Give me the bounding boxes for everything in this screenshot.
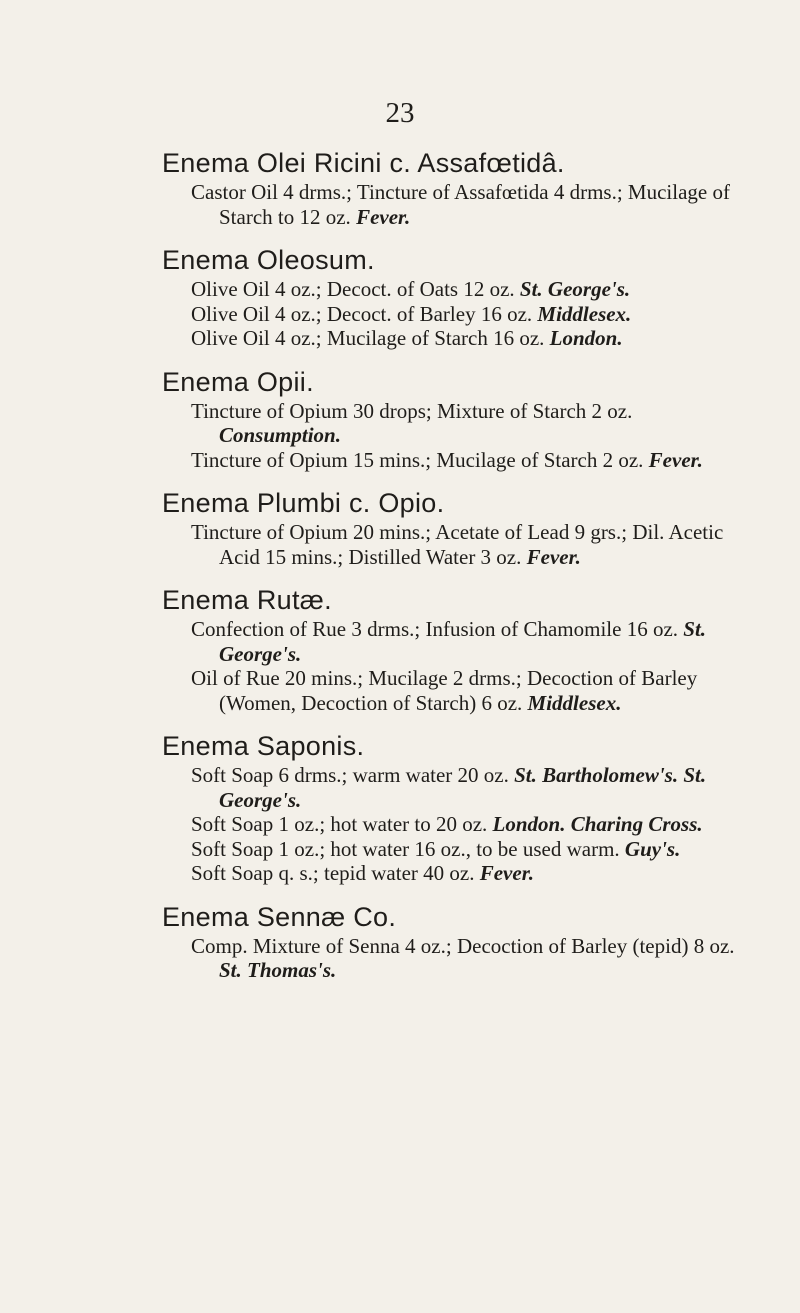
recipe-source: London. [549, 326, 623, 350]
recipe-line [191, 180, 750, 229]
page-content [0, 146, 800, 983]
recipe-line [191, 520, 750, 569]
entry-olei-ricini [0, 146, 800, 229]
recipe-source: St. George's. [519, 277, 631, 301]
recipe-text: Castor Oil 4 drms.; Tincture of Assafœtida 4 drms.; Mucilage of Starch to 12 oz. [191, 180, 730, 229]
recipe-line [191, 763, 750, 812]
recipe-text: Tincture of Opium 20 mins.; Acetate of Lead 9 grs.; Dil. Acetic Acid 15 mins.; Distilled Water 3 oz. [191, 520, 724, 569]
recipe-line [191, 617, 750, 666]
recipe-line [191, 812, 750, 837]
recipe-source: St. George's. [219, 617, 707, 666]
recipe-source: London. Charing Cross. [492, 812, 703, 836]
recipe-source: Fever. [648, 447, 703, 472]
recipe-source: Guy's. [624, 836, 681, 861]
recipe-source: Consumption. [219, 423, 341, 447]
recipe-text: Soft Soap 1 oz.; hot water 16 oz., to be used warm. [191, 836, 620, 861]
entry-oleosum [0, 243, 800, 351]
entry-title: Enema Olei Ricini c. Assafœtidâ. [162, 148, 565, 178]
recipe-line [191, 837, 750, 862]
recipe-source: Fever. [356, 204, 411, 229]
recipe-text: Confection of Rue 3 drms.; Infusion of Chamomile 16 oz. [191, 617, 679, 641]
recipe-text: Soft Soap q. s.; tepid water 40 oz. [191, 861, 475, 885]
recipe-line [191, 448, 750, 473]
recipe-text: Olive Oil 4 oz.; Mucilage of Starch 16 oz. [191, 326, 545, 350]
recipe-text: Oil of Rue 20 mins.; Mucilage 2 drms.; Decoction of Barley (Women, Decoction of Starch) 6 oz. [191, 666, 698, 715]
recipe-source: St. Bartholomew's. St. George's. [219, 763, 707, 812]
page-number: 23 [385, 97, 415, 129]
entry-title: Enema Opii. [162, 366, 314, 397]
recipe-source: Middlesex. [537, 301, 632, 326]
recipe-line [191, 861, 750, 886]
recipe-line [191, 277, 750, 302]
entry-rutae [0, 583, 800, 715]
recipe-text: Olive Oil 4 oz.; Decoct. of Oats 12 oz. [191, 277, 515, 301]
entry-saponis [0, 729, 800, 886]
recipe-text: Soft Soap 6 drms.; warm water 20 oz. [191, 763, 509, 787]
entry-title: Enema Plumbi c. Opio. [162, 488, 445, 518]
recipe-source: Fever. [479, 861, 534, 885]
recipe-source: Middlesex. [527, 690, 622, 715]
recipe-line [191, 934, 750, 983]
recipe-source: Fever. [526, 544, 581, 569]
recipe-text: Comp. Mixture of Senna 4 oz.; Decoction of Barley (tepid) 8 oz. [191, 933, 735, 958]
entry-opii [0, 365, 800, 473]
entry-plumbi-c-opio [0, 486, 800, 569]
entry-title: Enema Rutæ. [162, 585, 332, 615]
recipe-line [191, 666, 750, 715]
entry-sennae-co [0, 900, 800, 983]
recipe-text: Olive Oil 4 oz.; Decoct. of Barley 16 oz. [191, 301, 533, 326]
recipe-text: Tincture of Opium 30 drops; Mixture of Starch 2 oz. [191, 398, 633, 423]
entry-title: Enema Oleosum. [162, 245, 375, 275]
recipe-text: Tincture of Opium 15 mins.; Mucilage of Starch 2 oz. [191, 447, 644, 472]
entry-title: Enema Saponis. [162, 731, 365, 761]
recipe-line [191, 302, 750, 327]
recipe-line [191, 399, 750, 448]
entry-title: Enema Sennæ Co. [162, 901, 397, 932]
recipe-text: Soft Soap 1 oz.; hot water to 20 oz. [191, 812, 488, 836]
recipe-source: St. Thomas's. [219, 958, 337, 982]
recipe-line [191, 326, 750, 351]
